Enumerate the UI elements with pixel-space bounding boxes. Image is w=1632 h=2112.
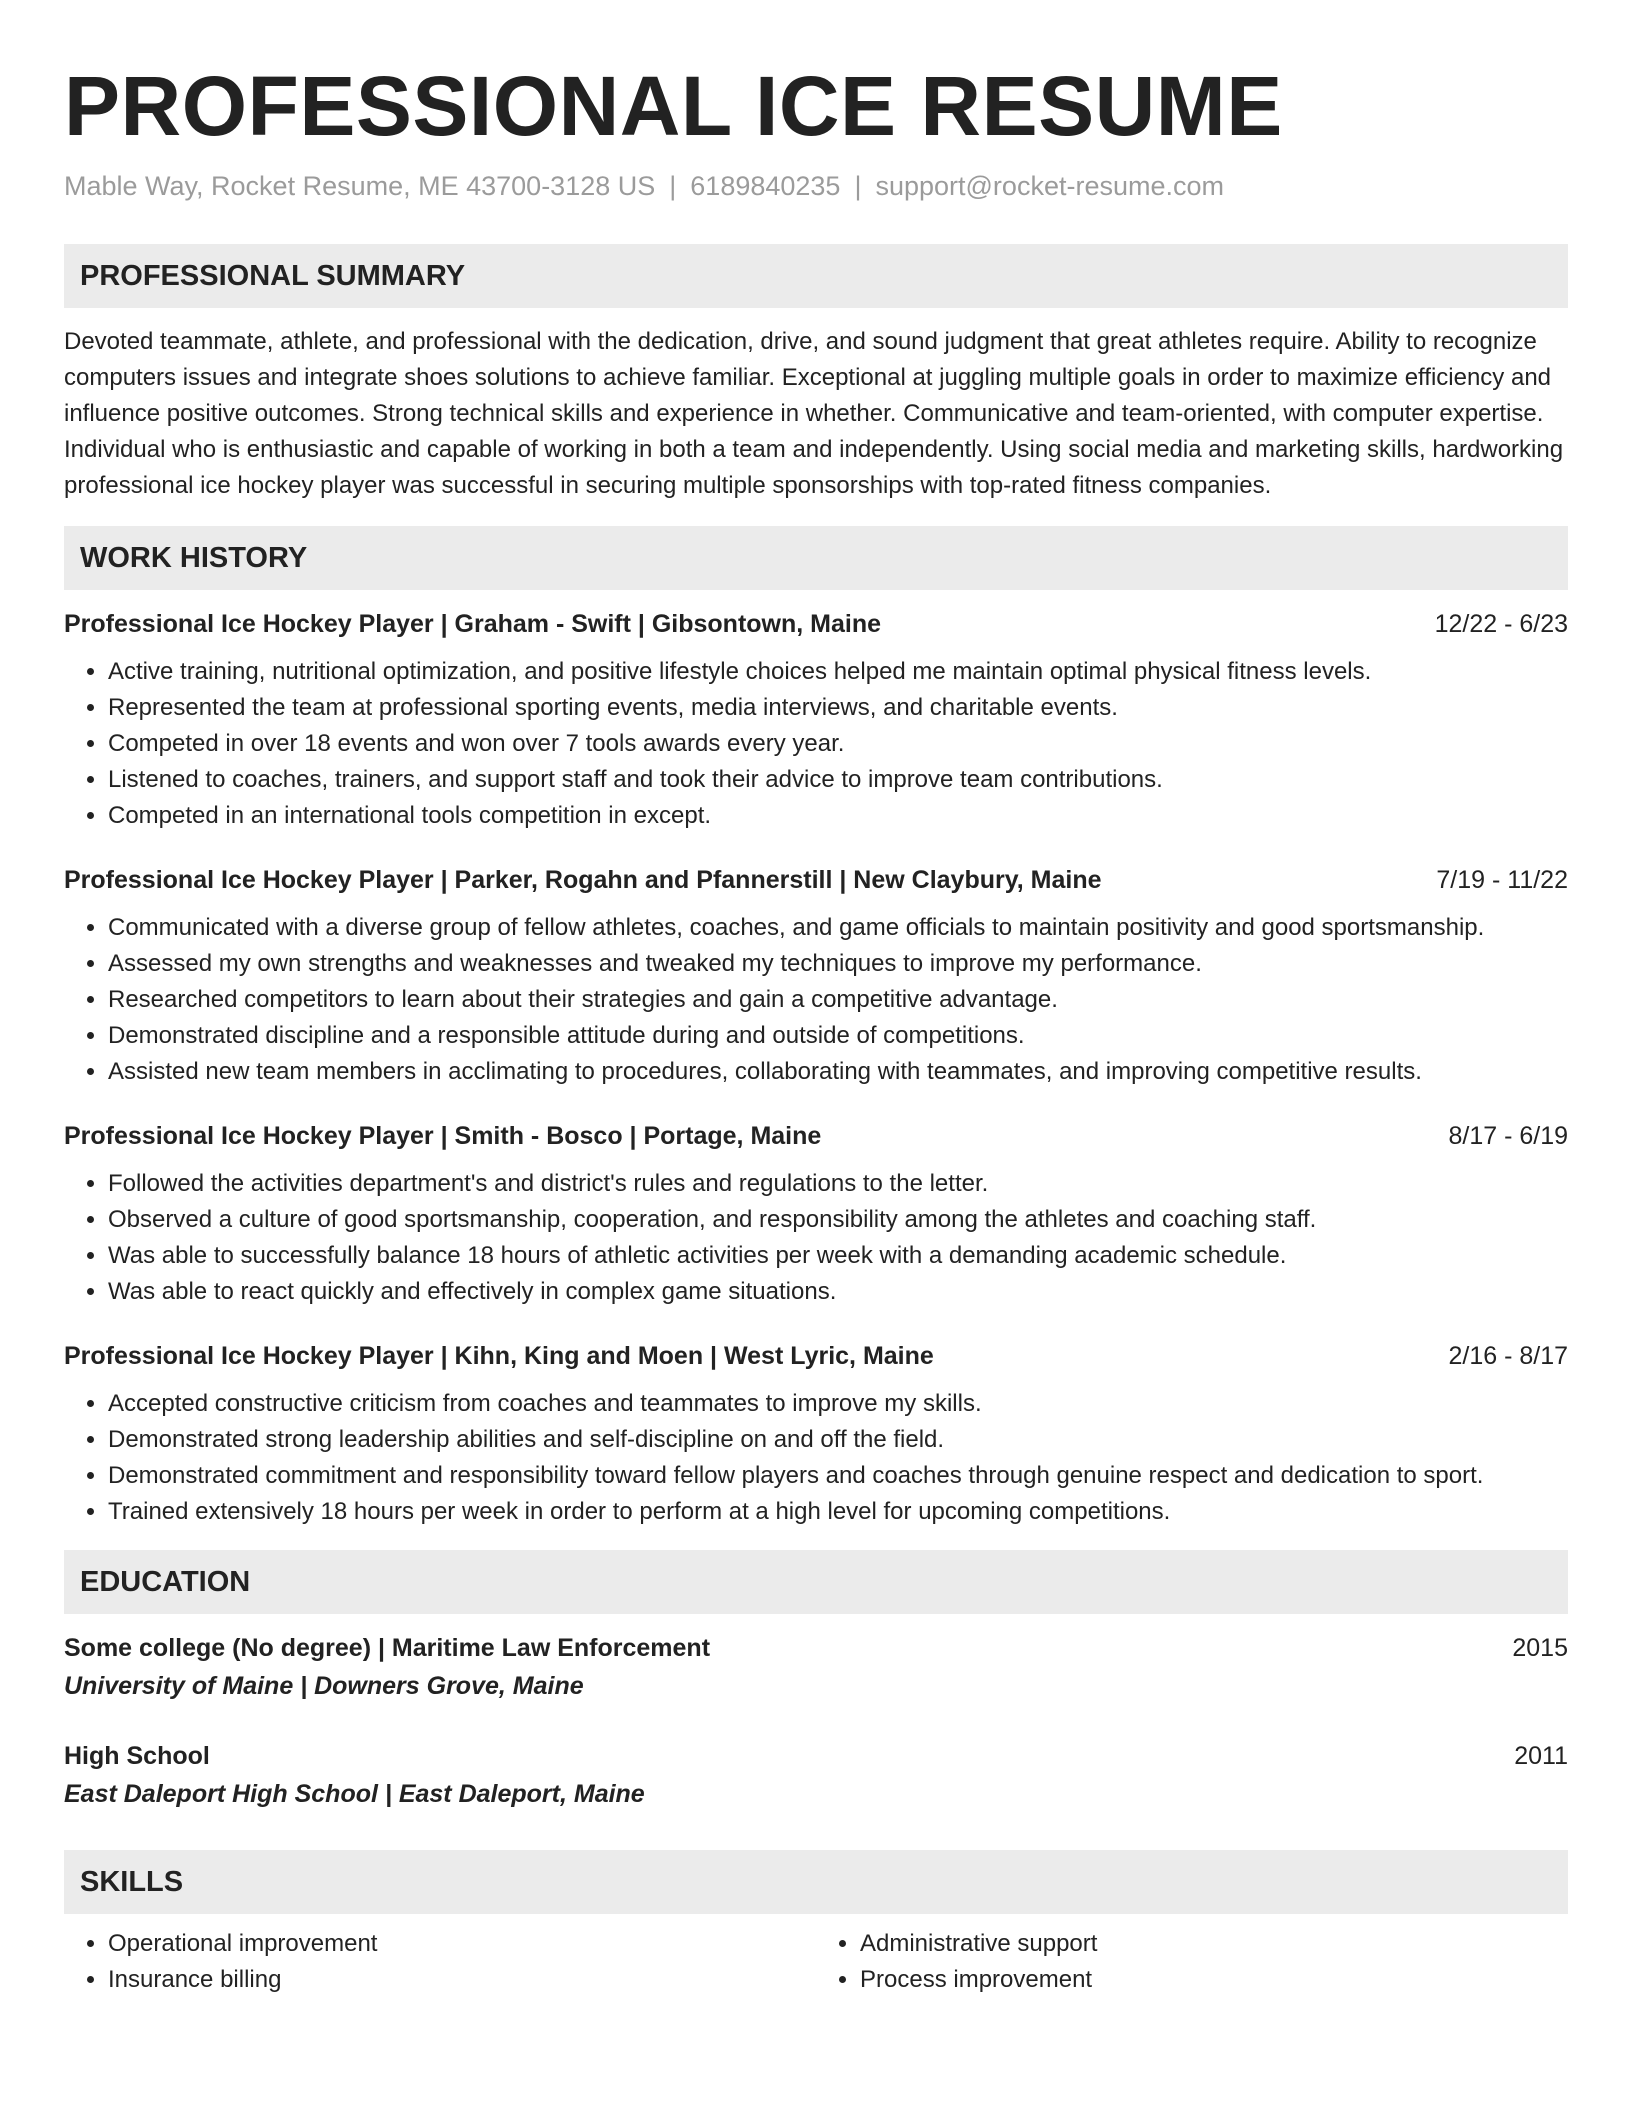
job-bullets bbox=[64, 910, 1568, 1090]
education-header bbox=[64, 1738, 1568, 1774]
job-title: Professional Ice Hockey Player | Kihn, King and Moen | West Lyric, Maine bbox=[64, 1342, 934, 1370]
job-date: 12/22 - 6/23 bbox=[1434, 610, 1568, 638]
resume-name: PROFESSIONAL ICE RESUME bbox=[64, 59, 1283, 153]
section-heading-work-history: WORK HISTORY bbox=[64, 526, 1568, 590]
job-bullets bbox=[64, 654, 1568, 834]
skills-list bbox=[64, 1926, 1568, 1998]
summary-text: Devoted teammate, athlete, and professional with the dedication, drive, and sound judgment that great athletes require. Ability to recognize computers issues and integrate shoes solutions to achieve familiar. Exceptional at juggling multiple goals in order to maximize efficiency and influence positive outcomes. Strong technical skills and experience in whether. Communicative and team-oriented, with computer expertise. Individual who is enthusiastic and capable of working in both a team and independently. Using social media and marketing skills, hardworking professional ice hockey player was successful in securing multiple sponsorships with top-rated fitness companies. bbox=[64, 328, 1564, 499]
job-entry bbox=[64, 862, 1568, 1090]
job-title: Professional Ice Hockey Player | Graham - Swift | Gibsontown, Maine bbox=[64, 610, 881, 638]
job-date: 8/17 - 6/19 bbox=[1448, 1122, 1568, 1150]
job-entry bbox=[64, 1118, 1568, 1310]
job-bullet: • Demonstrated strong leadership abilities and self-discipline on and off the field. bbox=[108, 1422, 1568, 1458]
skills-column-left bbox=[64, 1926, 816, 1998]
job-bullet: • Observed a culture of good sportsmanship, cooperation, and responsibility among the athletes and coaching staff. bbox=[108, 1202, 1568, 1238]
job-bullet: • Assisted new team members in acclimating to procedures, collaborating with teammates, and improving competitive results. bbox=[108, 1054, 1568, 1090]
job-date: 7/19 - 11/22 bbox=[1436, 866, 1568, 894]
skill-item: • Process improvement bbox=[860, 1962, 1568, 1998]
job-bullets bbox=[64, 1386, 1568, 1530]
skill-item: • Operational improvement bbox=[108, 1926, 816, 1962]
job-bullets bbox=[64, 1166, 1568, 1310]
job-date: 2/16 - 8/17 bbox=[1448, 1342, 1568, 1370]
job-bullet: • Was able to react quickly and effectively in complex game situations. bbox=[108, 1274, 1568, 1310]
job-bullet: • Accepted constructive criticism from coaches and teammates to improve my skills. bbox=[108, 1386, 1568, 1422]
education-year: 2015 bbox=[1512, 1634, 1568, 1662]
contact-address: Mable Way, Rocket Resume, ME 43700-3128 US bbox=[64, 171, 656, 201]
job-bullet: • Represented the team at professional sporting events, media interviews, and charitable events. bbox=[108, 690, 1568, 726]
education-entry bbox=[64, 1630, 1568, 1704]
job-entry bbox=[64, 606, 1568, 834]
job-bullet: • Followed the activities department's and district's rules and regulations to the letter. bbox=[108, 1166, 1568, 1202]
job-bullet: • Competed in over 18 events and won over 7 tools awards every year. bbox=[108, 726, 1568, 762]
contact-email: support@rocket-resume.com bbox=[875, 171, 1224, 201]
section-heading-skills: SKILLS bbox=[64, 1850, 1568, 1914]
job-header bbox=[64, 606, 1568, 642]
skill-item: • Administrative support bbox=[860, 1926, 1568, 1962]
job-header bbox=[64, 1338, 1568, 1374]
contact-line bbox=[64, 168, 1568, 204]
section-heading-education: EDUCATION bbox=[64, 1550, 1568, 1614]
contact-separator: | bbox=[854, 171, 862, 201]
section-heading-summary: PROFESSIONAL SUMMARY bbox=[64, 244, 1568, 308]
job-bullet: • Active training, nutritional optimization, and positive lifestyle choices helped me maintain optimal physical fitness levels. bbox=[108, 654, 1568, 690]
job-title: Professional Ice Hockey Player | Parker, Rogahn and Pfannerstill | New Claybury, Maine bbox=[64, 866, 1102, 894]
skill-item: • Insurance billing bbox=[108, 1962, 816, 1998]
job-bullet: • Was able to successfully balance 18 hours of athletic activities per week with a demanding academic schedule. bbox=[108, 1238, 1568, 1274]
contact-phone: 6189840235 bbox=[690, 171, 841, 201]
job-bullet: • Trained extensively 18 hours per week in order to perform at a high level for upcoming competitions. bbox=[108, 1494, 1568, 1530]
job-entry bbox=[64, 1338, 1568, 1530]
education-degree: High School bbox=[64, 1742, 210, 1770]
job-header bbox=[64, 1118, 1568, 1154]
job-bullet: • Demonstrated discipline and a responsible attitude during and outside of competitions. bbox=[108, 1018, 1568, 1054]
education-header bbox=[64, 1630, 1568, 1666]
education-degree: Some college (No degree) | Maritime Law Enforcement bbox=[64, 1634, 711, 1662]
job-header bbox=[64, 862, 1568, 898]
job-bullet: • Communicated with a diverse group of fellow athletes, coaches, and game officials to maintain positivity and good sportsmanship. bbox=[108, 910, 1568, 946]
education-school: East Daleport High School | East Daleport, Maine bbox=[64, 1780, 645, 1808]
job-bullet: • Competed in an international tools competition in except. bbox=[108, 798, 1568, 834]
job-bullet: • Listened to coaches, trainers, and support staff and took their advice to improve team contributions. bbox=[108, 762, 1568, 798]
education-year: 2011 bbox=[1514, 1742, 1568, 1770]
job-bullet: • Assessed my own strengths and weaknesses and tweaked my techniques to improve my performance. bbox=[108, 946, 1568, 982]
job-bullet: • Demonstrated commitment and responsibility toward fellow players and coaches through genuine respect and dedication to sport. bbox=[108, 1458, 1568, 1494]
skills-column-right bbox=[816, 1926, 1568, 1998]
job-bullet: • Researched competitors to learn about their strategies and gain a competitive advantage. bbox=[108, 982, 1568, 1018]
contact-separator: | bbox=[669, 171, 677, 201]
education-school: University of Maine | Downers Grove, Maine bbox=[64, 1672, 584, 1700]
job-title: Professional Ice Hockey Player | Smith - Bosco | Portage, Maine bbox=[64, 1122, 822, 1150]
education-entry bbox=[64, 1738, 1568, 1812]
